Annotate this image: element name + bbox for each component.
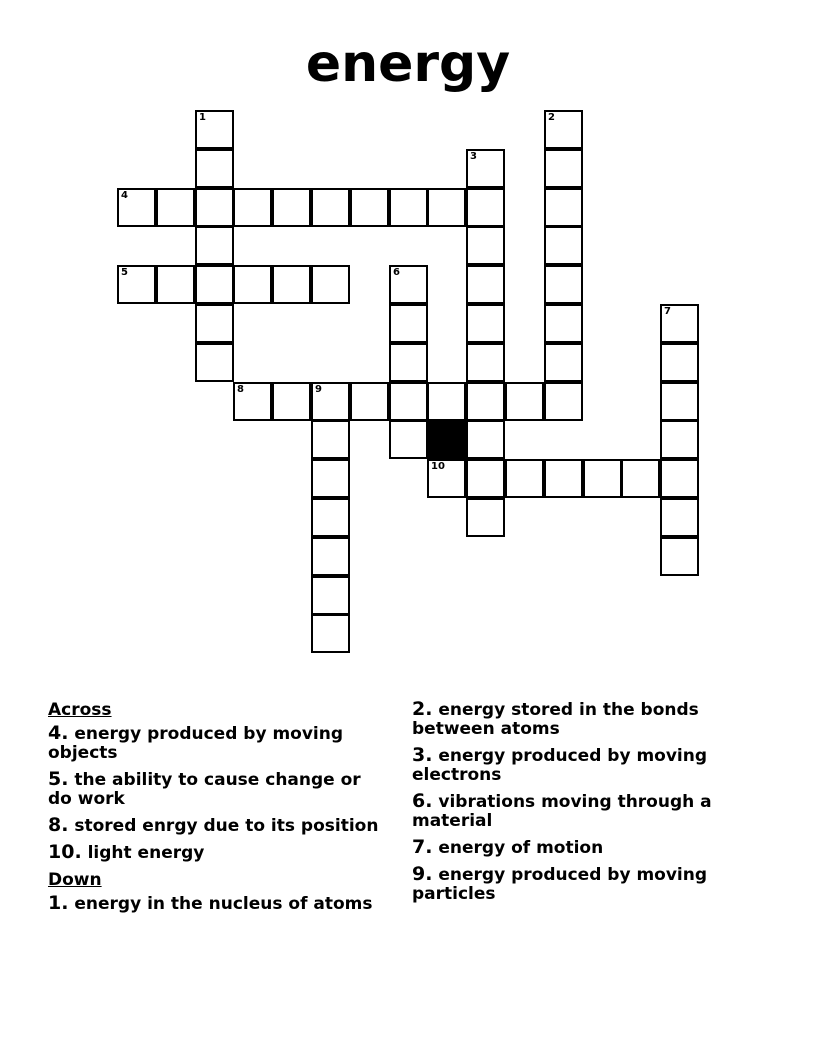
- grid-cell[interactable]: [621, 459, 660, 498]
- clue-number: 8: [237, 384, 244, 395]
- grid-cell[interactable]: [233, 382, 272, 421]
- grid-cell[interactable]: [311, 576, 350, 615]
- clues-left-column: [48, 700, 388, 921]
- clue-down-6: 6. vibrations moving through a material: [412, 790, 712, 831]
- grid-cell[interactable]: [583, 459, 622, 498]
- clue-number: 10: [431, 461, 445, 472]
- grid-cell[interactable]: [272, 265, 311, 304]
- grid-cell[interactable]: [660, 459, 699, 498]
- grid-cell[interactable]: [427, 188, 466, 227]
- grid-cell[interactable]: [660, 343, 699, 382]
- grid-cell[interactable]: [311, 420, 350, 459]
- clue-number: 7: [664, 306, 671, 317]
- grid-cell[interactable]: [544, 149, 583, 188]
- grid-cell[interactable]: [660, 498, 699, 537]
- grid-cell[interactable]: [544, 343, 583, 382]
- grid-cell[interactable]: [117, 188, 156, 227]
- grid-cell[interactable]: [350, 382, 389, 421]
- grid-cell[interactable]: [311, 614, 350, 653]
- grid-cell[interactable]: [156, 265, 195, 304]
- grid-cell[interactable]: [311, 188, 350, 227]
- clue-across-4: 4. energy produced by moving objects: [48, 722, 344, 763]
- clue-down-3: 3. energy produced by moving electrons: [412, 744, 708, 785]
- grid-cell[interactable]: [389, 188, 428, 227]
- grid-cell[interactable]: [195, 149, 234, 188]
- grid-cell[interactable]: [544, 188, 583, 227]
- clues-right-column: [412, 700, 752, 911]
- grid-cell[interactable]: [195, 265, 234, 304]
- clue-number: 4: [121, 190, 128, 201]
- grid-cell[interactable]: [505, 459, 544, 498]
- grid-cell[interactable]: [233, 188, 272, 227]
- grid-cell[interactable]: [389, 420, 428, 459]
- clue-number: 6: [393, 267, 400, 278]
- grid-cell[interactable]: [117, 265, 156, 304]
- grid-cell[interactable]: [544, 459, 583, 498]
- grid-cell[interactable]: [466, 304, 505, 343]
- grid-cell[interactable]: [466, 343, 505, 382]
- grid-cell[interactable]: [195, 343, 234, 382]
- grid-cell[interactable]: [660, 304, 699, 343]
- grid-cell[interactable]: [544, 304, 583, 343]
- grid-cell[interactable]: [311, 382, 350, 421]
- grid-cell[interactable]: [427, 459, 466, 498]
- down-heading: Down: [48, 870, 102, 890]
- grid-cell[interactable]: [660, 382, 699, 421]
- grid-cell[interactable]: [466, 188, 505, 227]
- grid-cell[interactable]: [544, 382, 583, 421]
- grid-cell[interactable]: [195, 226, 234, 265]
- grid-cell[interactable]: [311, 459, 350, 498]
- grid-cell[interactable]: [195, 110, 234, 149]
- grid-cell[interactable]: [505, 382, 544, 421]
- grid-cell[interactable]: [195, 304, 234, 343]
- grid-cell[interactable]: [466, 382, 505, 421]
- clue-number: 9: [315, 384, 322, 395]
- clue-down-2: 2. energy stored in the bonds between atoms: [412, 698, 699, 739]
- clue-number: 3: [470, 151, 477, 162]
- grid-cell[interactable]: [311, 265, 350, 304]
- clue-number: 2: [548, 112, 555, 123]
- clue-down-7: 7. energy of motion: [412, 836, 604, 858]
- grid-cell[interactable]: [156, 188, 195, 227]
- grid-cell[interactable]: [389, 265, 428, 304]
- grid-cell[interactable]: [195, 188, 234, 227]
- grid-cell[interactable]: [427, 382, 466, 421]
- clue-across-5: 5. the ability to cause change or do work: [48, 768, 361, 809]
- grid-cell[interactable]: [544, 265, 583, 304]
- grid-cell[interactable]: [311, 498, 350, 537]
- grid-cell[interactable]: [660, 420, 699, 459]
- grid-cell[interactable]: [389, 304, 428, 343]
- grid-cell[interactable]: [350, 188, 389, 227]
- grid-cell[interactable]: [466, 265, 505, 304]
- across-heading: Across: [48, 700, 112, 720]
- grid-cell[interactable]: [466, 459, 505, 498]
- clue-across-10: 10. light energy: [48, 841, 205, 863]
- grid-cell[interactable]: [233, 265, 272, 304]
- clue-number: 1: [199, 112, 206, 123]
- clue-down-1: 1. energy in the nucleus of atoms: [48, 892, 373, 914]
- clue-down-9: 9. energy produced by moving particles: [412, 863, 708, 904]
- black-square: [427, 420, 466, 459]
- grid-cell[interactable]: [544, 110, 583, 149]
- grid-cell[interactable]: [466, 420, 505, 459]
- grid-cell[interactable]: [466, 149, 505, 188]
- grid-cell[interactable]: [660, 537, 699, 576]
- page-title: energy: [305, 34, 511, 94]
- grid-cell[interactable]: [272, 382, 311, 421]
- grid-cell[interactable]: [389, 382, 428, 421]
- grid-cell[interactable]: [311, 537, 350, 576]
- grid-cell[interactable]: [466, 226, 505, 265]
- grid-cell[interactable]: [466, 498, 505, 537]
- clue-across-8: 8. stored enrgy due to its position: [48, 814, 379, 836]
- clue-number: 5: [121, 267, 128, 278]
- grid-cell[interactable]: [272, 188, 311, 227]
- grid-cell[interactable]: [389, 343, 428, 382]
- grid-cell[interactable]: [544, 226, 583, 265]
